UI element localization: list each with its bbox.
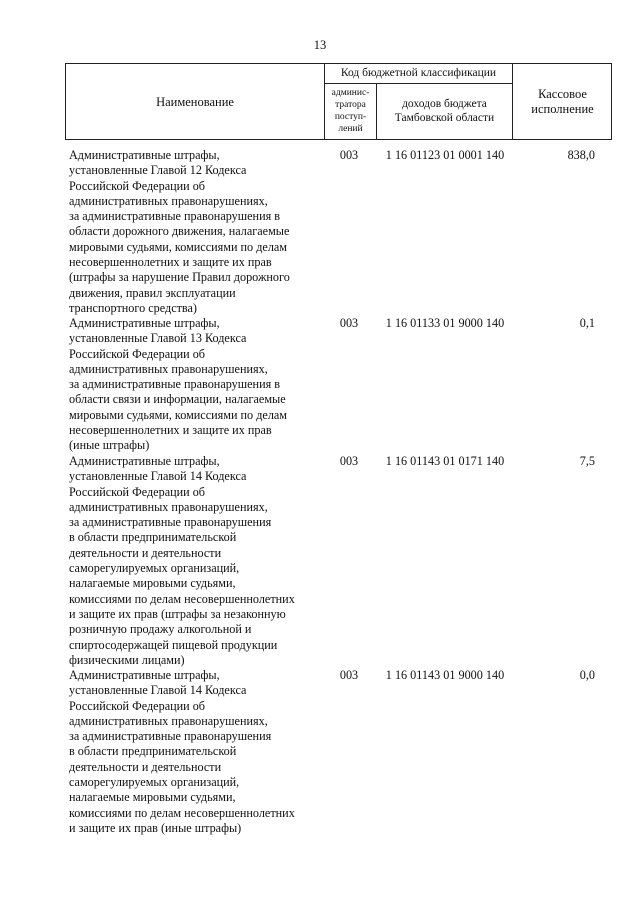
row-admin-code: 003: [339, 454, 359, 468]
header-name: Наименование: [156, 94, 234, 109]
row-revenue-code: 1 16 01133 01 9000 140: [385, 316, 505, 330]
row-amount: 7,5: [579, 454, 595, 468]
row-name: Административные штрафы, установленные Главой 12 Кодекса Российской Федерации об административных правонарушениях, за административные правонарушения в области дорожного движения, налагаемые мировыми судьями, комиссиями по делам несовершеннолетних и защите их прав (штрафы за нарушение Правил дорожного движения, правил эксплуатации транспортного средства): [69, 148, 290, 315]
page-number: 13: [313, 38, 327, 52]
row-amount: 838,0: [567, 148, 595, 162]
header-administrator: админис- тратора поступ- лений: [331, 88, 370, 134]
row-name: Административные штрафы, установленные Главой 14 Кодекса Российской Федерации об административных правонарушениях, за административные правонарушения в области предпринимательской деятельности и деятельности саморегулируемых организаций, налагаемые мировыми судьями, комиссиями по делам несовершеннолетних и защите их прав (штрафы за незаконную розничную продажу алкогольной и спиртосодержащей пищевой продукции физическими лицами): [69, 454, 295, 667]
header-execution: Кассовое исполнение: [531, 87, 594, 116]
header-revenue: доходов бюджета Тамбовской области: [394, 98, 495, 124]
row-revenue-code: 1 16 01143 01 9000 140: [385, 668, 505, 682]
header-classification-group: Код бюджетной классификации: [340, 66, 497, 79]
row-admin-code: 003: [339, 668, 359, 682]
row-admin-code: 003: [339, 316, 359, 330]
row-name: Административные штрафы, установленные Главой 13 Кодекса Российской Федерации об административных правонарушениях, за административные правонарушения в области связи и информации, налагаемые мировыми судьями, комиссиями по делам несовершеннолетних и защите их прав (иные штрафы): [69, 316, 288, 453]
table-header: [65, 63, 612, 140]
row-revenue-code: 1 16 01123 01 0001 140: [385, 148, 505, 162]
row-admin-code: 003: [339, 148, 359, 162]
row-name: Административные штрафы, установленные Главой 14 Кодекса Российской Федерации об административных правонарушениях, за административные правонарушения в области предпринимательской деятельности и деятельности саморегулируемых организаций, налагаемые мировыми судьями, комиссиями по делам несовершеннолетних и защите их прав (иные штрафы): [69, 668, 295, 835]
row-amount: 0,0: [579, 668, 595, 682]
row-revenue-code: 1 16 01143 01 0171 140: [385, 454, 505, 468]
row-amount: 0,1: [579, 316, 595, 330]
